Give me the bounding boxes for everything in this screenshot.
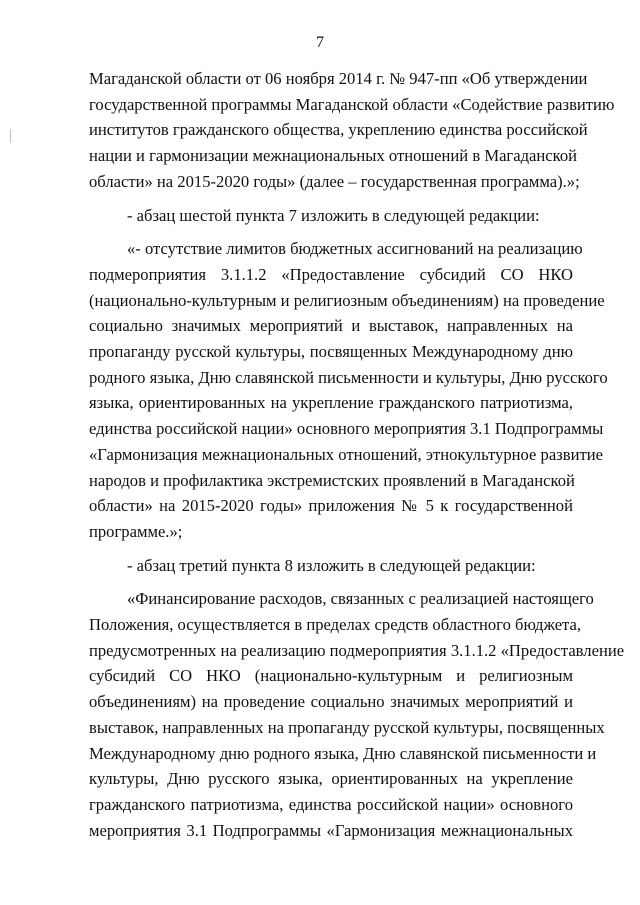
text-line: Международному дню родного языка, Дню славянской письменности и — [89, 743, 597, 763]
text-line: - абзац шестой пункта 7 изложить в следующей редакции: — [127, 205, 540, 225]
text-line: субсидий СО НКО (национально-культурным и религиозным — [89, 666, 573, 686]
text-line: институтов гражданского общества, укреплению единства российской — [89, 120, 588, 140]
text-line: области» на 2015-2020 годы» (далее – государственная программа).»; — [89, 171, 580, 191]
text-line: «Гармонизация межнациональных отношений, этнокультурное развитие — [89, 444, 603, 464]
text-line: единства российской нации» основного мероприятия 3.1 Подпрограммы — [89, 419, 604, 439]
text-line: - абзац третий пункта 8 изложить в следующей редакции: — [127, 555, 536, 575]
text-line: пропаганду русской культуры, посвященных Международному дню — [89, 342, 573, 362]
text-line: Положения, осуществляется в пределах средств областного бюджета, — [89, 615, 582, 635]
scan-margin-mark — [10, 129, 11, 143]
text-line: (национально-культурным и религиозным объединениям) на проведение — [89, 290, 605, 310]
text-line: родного языка, Дню славянской письменности и культуры, Дню русского — [89, 367, 608, 387]
document-body — [89, 66, 625, 843]
text-line: Магаданской области от 06 ноября 2014 г. № 947-пп «Об утверждении — [89, 69, 588, 88]
text-line: нации и гармонизации межнациональных отношений в Магаданской — [89, 146, 578, 166]
text-line: социально значимых мероприятий и выставок, направленных на — [89, 316, 573, 336]
text-line: предусмотренных на реализацию подмероприятия 3.1.1.2 «Предоставление — [89, 640, 625, 660]
text-line: «Финансирование расходов, связанных с реализацией настоящего — [127, 589, 594, 609]
text-line: культуры, Дню русского языка, ориентированных на укрепление — [89, 769, 573, 789]
text-line: области» на 2015-2020 годы» приложения № 5 к государственной — [89, 496, 573, 516]
text-line: программе.»; — [89, 521, 183, 541]
text-line: языка, ориентированных на укрепление гражданского патриотизма, — [89, 393, 573, 413]
text-line: объединениям) на проведение социально значимых мероприятий и — [89, 692, 573, 712]
text-line: подмероприятия 3.1.1.2 «Предоставление субсидий СО НКО — [89, 264, 573, 284]
text-line: выставок, направленных на пропаганду русской культуры, посвященных — [89, 717, 605, 737]
text-line: «- отсутствие лимитов бюджетных ассигнований на реализацию — [127, 239, 583, 259]
text-line: государственной программы Магаданской области «Содействие развитию — [89, 94, 615, 114]
text-line: народов и профилактика экстремистских проявлений в Магаданской — [89, 470, 575, 490]
text-line: мероприятия 3.1 Подпрограммы «Гармонизация межнациональных — [89, 820, 573, 840]
page-number: 7 — [316, 34, 324, 51]
text-line: гражданского патриотизма, единства российской нации» основного — [89, 794, 573, 814]
